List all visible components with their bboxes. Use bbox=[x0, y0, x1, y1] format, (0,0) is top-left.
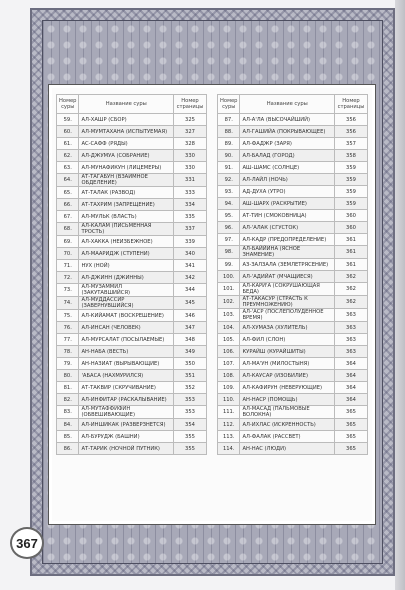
table-header bbox=[57, 95, 207, 114]
surah-number: 112. bbox=[218, 419, 240, 431]
surah-number: 72. bbox=[57, 272, 79, 284]
surah-page: 364 bbox=[335, 394, 368, 406]
surah-name: АЛ-ФАЛАК (РАССВЕТ) bbox=[240, 431, 335, 443]
surah-name: АЛ-ДЖИНН (ДЖИННЫ) bbox=[79, 272, 174, 284]
surah-page: 364 bbox=[335, 358, 368, 370]
surah-page: 359 bbox=[335, 162, 368, 174]
table-row bbox=[218, 234, 368, 246]
surah-page: 325 bbox=[174, 114, 207, 126]
surah-name: АЛ-МААРИДЖ (СТУПЕНИ) bbox=[79, 248, 174, 260]
surah-number: 73. bbox=[57, 284, 79, 297]
surah-name: АШ-ШАМС (СОЛНЦЕ) bbox=[240, 162, 335, 174]
surah-name: АЛ-БАЛАД (ГОРОД) bbox=[240, 150, 335, 162]
surah-number: 80. bbox=[57, 370, 79, 382]
surah-name: 'АБАСА (НАХМУРИЛСЯ) bbox=[79, 370, 174, 382]
surah-name: АН-НАЗИАТ (ВЫРЫВАЮЩИЕ) bbox=[79, 358, 174, 370]
surah-name: АТ-ТАРИК (НОЧНОЙ ПУТНИК) bbox=[79, 443, 174, 455]
surah-page: 361 bbox=[335, 259, 368, 271]
surah-name: АД-ДУХА (УТРО) bbox=[240, 186, 335, 198]
header-number: Номер суры bbox=[218, 95, 240, 114]
table-row bbox=[57, 310, 207, 322]
surah-name: АЛ-БУРУДЖ (БАШНИ) bbox=[79, 431, 174, 443]
surah-name: АЛ-ХУМАЗА (ХУЛИТЕЛЬ) bbox=[240, 322, 335, 334]
table-row bbox=[218, 406, 368, 419]
surah-number: 109. bbox=[218, 382, 240, 394]
surah-name: АЛ-МУЗАММИЛ (ЗАКУТАВШИЙСЯ) bbox=[79, 284, 174, 297]
surah-number: 101. bbox=[218, 283, 240, 296]
surah-name: АЛ-ХАШР (СБОР) bbox=[79, 114, 174, 126]
table-row bbox=[218, 382, 368, 394]
table-row bbox=[57, 358, 207, 370]
surah-name: АЛ-МУЛЬК (ВЛАСТЬ) bbox=[79, 211, 174, 223]
table-row bbox=[218, 419, 368, 431]
surah-number: 110. bbox=[218, 394, 240, 406]
table-header bbox=[218, 95, 368, 114]
surah-number: 100. bbox=[218, 271, 240, 283]
surah-name: АЛ-ИНШИКАК (РАЗВЕРЗНЕТСЯ) bbox=[79, 419, 174, 431]
surah-name: АЛ-А'ЛА (ВЫСОЧАЙШИЙ) bbox=[240, 114, 335, 126]
surah-number: 82. bbox=[57, 394, 79, 406]
surah-name: АТ-ТАКАСУР (СТРАСТЬ К ПРЕУМНОЖЕНИЮ) bbox=[240, 296, 335, 309]
index-column-right bbox=[217, 94, 368, 455]
surah-name: АЛ-'АДИЙАТ (МЧАЩИЕСЯ) bbox=[240, 271, 335, 283]
surah-name: АЛ-ХАККА (НЕИЗБЕЖНОЕ) bbox=[79, 236, 174, 248]
surah-page: 364 bbox=[335, 382, 368, 394]
surah-page: 362 bbox=[335, 283, 368, 296]
surah-number: 106. bbox=[218, 346, 240, 358]
surah-number: 91. bbox=[218, 162, 240, 174]
surah-number: 70. bbox=[57, 248, 79, 260]
surah-page: 365 bbox=[335, 419, 368, 431]
surah-name: АЛ-ИХЛАС (ИСКРЕННОСТЬ) bbox=[240, 419, 335, 431]
surah-page: 330 bbox=[174, 150, 207, 162]
surah-page: 360 bbox=[335, 222, 368, 234]
surah-name: АЛ-ИНСАН (ЧЕЛОВЕК) bbox=[79, 322, 174, 334]
table-row bbox=[218, 370, 368, 382]
surah-name: АЛ-ФАДЖР (ЗАРЯ) bbox=[240, 138, 335, 150]
table-row bbox=[57, 406, 207, 419]
table-row bbox=[57, 236, 207, 248]
surah-page: 363 bbox=[335, 334, 368, 346]
table-row bbox=[57, 150, 207, 162]
surah-name: АТ-ТИН (СМОКОВНИЦА) bbox=[240, 210, 335, 222]
index-column-left bbox=[56, 94, 207, 455]
surah-name: АЛ-ФИЛ (СЛОН) bbox=[240, 334, 335, 346]
table-row bbox=[218, 346, 368, 358]
table-row bbox=[218, 322, 368, 334]
surah-page: 337 bbox=[174, 223, 207, 236]
table-row bbox=[218, 358, 368, 370]
table-row bbox=[57, 334, 207, 346]
table-row bbox=[218, 283, 368, 296]
surah-name: АТ-ТАХРИМ (ЗАПРЕЩЕНИЕ) bbox=[79, 199, 174, 211]
surah-name: АЛ-МУНАФИКУН (ЛИЦЕМЕРЫ) bbox=[79, 162, 174, 174]
table-row bbox=[218, 210, 368, 222]
surah-name: АЛ-ГАШИЙА (ПОКРЫВАЮЩЕЕ) bbox=[240, 126, 335, 138]
surah-name: НУХ (НОЙ) bbox=[79, 260, 174, 272]
surah-number: 63. bbox=[57, 162, 79, 174]
surah-page: 357 bbox=[335, 138, 368, 150]
surah-name: АЛ-БАЙЙИНА (ЯСНОЕ ЗНАМЕНИЕ) bbox=[240, 246, 335, 259]
surah-number: 108. bbox=[218, 370, 240, 382]
surah-page: 339 bbox=[174, 236, 207, 248]
surah-number: 94. bbox=[218, 198, 240, 210]
table-row bbox=[218, 186, 368, 198]
surah-number: 65. bbox=[57, 187, 79, 199]
surah-page: 353 bbox=[174, 394, 207, 406]
table-row bbox=[57, 211, 207, 223]
table-row bbox=[218, 334, 368, 346]
surah-number: 105. bbox=[218, 334, 240, 346]
surah-number: 68. bbox=[57, 223, 79, 236]
table-row bbox=[218, 246, 368, 259]
table-row bbox=[57, 162, 207, 174]
surah-page: 356 bbox=[335, 114, 368, 126]
table-row bbox=[218, 271, 368, 283]
surah-name: АН-НАБА (ВЕСТЬ) bbox=[79, 346, 174, 358]
surah-number: 87. bbox=[218, 114, 240, 126]
surah-name: КУРАЙШ (КУРАЙШИТЫ) bbox=[240, 346, 335, 358]
surah-page: 334 bbox=[174, 199, 207, 211]
table-row bbox=[57, 443, 207, 455]
header-page: Номер страницы bbox=[174, 95, 207, 114]
table-row bbox=[218, 394, 368, 406]
surah-number: 62. bbox=[57, 150, 79, 162]
surah-table-right bbox=[217, 94, 368, 455]
surah-page: 359 bbox=[335, 198, 368, 210]
page-number-badge: 367 bbox=[10, 527, 44, 559]
surah-page: 355 bbox=[174, 443, 207, 455]
table-row bbox=[57, 370, 207, 382]
surah-number: 78. bbox=[57, 346, 79, 358]
table-row bbox=[218, 174, 368, 186]
surah-number: 95. bbox=[218, 210, 240, 222]
surah-name: АТ-ТАКВИР (СКРУЧИВАНИЕ) bbox=[79, 382, 174, 394]
surah-name: АЛ-МУРСАЛАТ (ПОСЫЛАЕМЫЕ) bbox=[79, 334, 174, 346]
surah-page: 354 bbox=[174, 419, 207, 431]
header-name: Название суры bbox=[79, 95, 174, 114]
surah-number: 92. bbox=[218, 174, 240, 186]
surah-number: 93. bbox=[218, 186, 240, 198]
table-row bbox=[57, 284, 207, 297]
surah-page: 350 bbox=[174, 358, 207, 370]
surah-name: АЛ-КАРИ'А (СОКРУШАЮЩАЯ БЕДА) bbox=[240, 283, 335, 296]
surah-page: 359 bbox=[335, 174, 368, 186]
surah-number: 75. bbox=[57, 310, 79, 322]
surah-page: 340 bbox=[174, 248, 207, 260]
surah-page: 358 bbox=[335, 150, 368, 162]
surah-page: 344 bbox=[174, 284, 207, 297]
surah-page: 349 bbox=[174, 346, 207, 358]
surah-page: 365 bbox=[335, 443, 368, 455]
table-row bbox=[218, 309, 368, 322]
surah-number: 60. bbox=[57, 126, 79, 138]
surah-number: 71. bbox=[57, 260, 79, 272]
surah-number: 67. bbox=[57, 211, 79, 223]
surah-page: 347 bbox=[174, 322, 207, 334]
surah-name: АЛ-МУТАФФИФИН (ОБВЕШИВАЮЩИЕ) bbox=[79, 406, 174, 419]
surah-name: АЛ-'АЛАК (СГУСТОК) bbox=[240, 222, 335, 234]
surah-name: АЗ-ЗАЛЗАЛА (ЗЕМЛЕТРЯСЕНИЕ) bbox=[240, 259, 335, 271]
surah-number: 76. bbox=[57, 322, 79, 334]
surah-page: 356 bbox=[335, 126, 368, 138]
surah-name: АШ-ШАРХ (РАСКРЫТИЕ) bbox=[240, 198, 335, 210]
surah-number: 66. bbox=[57, 199, 79, 211]
table-row bbox=[218, 259, 368, 271]
table-row bbox=[218, 162, 368, 174]
table-row bbox=[218, 114, 368, 126]
surah-page: 365 bbox=[335, 406, 368, 419]
surah-number: 69. bbox=[57, 236, 79, 248]
surah-name: АЛ-КАУСАР (ИЗОБИЛИЕ) bbox=[240, 370, 335, 382]
table-row bbox=[218, 222, 368, 234]
surah-page: 361 bbox=[335, 246, 368, 259]
surah-number: 74. bbox=[57, 297, 79, 310]
table-row bbox=[218, 296, 368, 309]
table-row bbox=[57, 322, 207, 334]
surah-page: 363 bbox=[335, 346, 368, 358]
table-row bbox=[57, 138, 207, 150]
surah-page: 348 bbox=[174, 334, 207, 346]
table-row bbox=[57, 272, 207, 284]
surah-number: 107. bbox=[218, 358, 240, 370]
surah-number: 61. bbox=[57, 138, 79, 150]
table-row bbox=[57, 260, 207, 272]
surah-name: АН-НАС (ЛЮДИ) bbox=[240, 443, 335, 455]
surah-number: 81. bbox=[57, 382, 79, 394]
table-row bbox=[57, 419, 207, 431]
surah-number: 98. bbox=[218, 246, 240, 259]
table-row bbox=[57, 248, 207, 260]
table-row bbox=[57, 382, 207, 394]
surah-page: 341 bbox=[174, 260, 207, 272]
surah-name: АЛ-МАСАД (ПАЛЬМОВЫЕ ВОЛОКНА) bbox=[240, 406, 335, 419]
surah-number: 83. bbox=[57, 406, 79, 419]
surah-number: 84. bbox=[57, 419, 79, 431]
surah-number: 113. bbox=[218, 431, 240, 443]
header-number: Номер суры bbox=[57, 95, 79, 114]
surah-page: 328 bbox=[174, 138, 207, 150]
surah-name: АЛ-МУДДАССИР (ЗАВЕРНУВШИЙСЯ) bbox=[79, 297, 174, 310]
surah-name: АЛ-МУМТАХАНА (ИСПЫТУЕМАЯ) bbox=[79, 126, 174, 138]
table-row bbox=[218, 198, 368, 210]
table-row bbox=[218, 138, 368, 150]
surah-name: АЛ-'АСР (ПОСЛЕПОЛУДЕННОЕ ВРЕМЯ) bbox=[240, 309, 335, 322]
surah-number: 89. bbox=[218, 138, 240, 150]
table-row bbox=[57, 297, 207, 310]
surah-number: 90. bbox=[218, 150, 240, 162]
surah-page: 335 bbox=[174, 211, 207, 223]
surah-index bbox=[52, 88, 372, 521]
surah-name: АТ-ТАГАБУН (ВЗАИМНОЕ ОБДЕЛЕНИЕ) bbox=[79, 174, 174, 187]
surah-name: АС-САФФ (РЯДЫ) bbox=[79, 138, 174, 150]
surah-number: 104. bbox=[218, 322, 240, 334]
surah-name: АЛ-КАДР (ПРЕДОПРЕДЕЛЕНИЕ) bbox=[240, 234, 335, 246]
header-name: Название суры bbox=[240, 95, 335, 114]
surah-number: 88. bbox=[218, 126, 240, 138]
surah-number: 77. bbox=[57, 334, 79, 346]
table-row bbox=[57, 199, 207, 211]
header-page: Номер страницы bbox=[335, 95, 368, 114]
surah-page: 327 bbox=[174, 126, 207, 138]
surah-number: 59. bbox=[57, 114, 79, 126]
surah-table-left bbox=[56, 94, 207, 455]
table-row bbox=[218, 431, 368, 443]
surah-name: АЛ-КИЙАМАТ (ВОСКРЕШЕНИЕ) bbox=[79, 310, 174, 322]
surah-name: АЛ-ЛАЙЛ (НОЧЬ) bbox=[240, 174, 335, 186]
surah-page: 359 bbox=[335, 186, 368, 198]
surah-page: 353 bbox=[174, 406, 207, 419]
surah-name: АЛ-ИНФИТАР (РАСКАЛЫВАНИЕ) bbox=[79, 394, 174, 406]
surah-number: 99. bbox=[218, 259, 240, 271]
surah-page: 345 bbox=[174, 297, 207, 310]
surah-page: 355 bbox=[174, 431, 207, 443]
table-row bbox=[57, 174, 207, 187]
surah-number: 102. bbox=[218, 296, 240, 309]
table-row bbox=[57, 394, 207, 406]
surah-name: АЛ-МА'УН (МИЛОСТЫНЯ) bbox=[240, 358, 335, 370]
surah-name: АТ-ТАЛАК (РАЗВОД) bbox=[79, 187, 174, 199]
surah-page: 351 bbox=[174, 370, 207, 382]
surah-page: 364 bbox=[335, 370, 368, 382]
table-row bbox=[57, 187, 207, 199]
surah-name: АН-НАСР (ПОМОЩЬ) bbox=[240, 394, 335, 406]
surah-name: АЛ-КАЛАМ (ПИСЬМЕННАЯ ТРОСТЬ) bbox=[79, 223, 174, 236]
surah-page: 360 bbox=[335, 210, 368, 222]
surah-page: 362 bbox=[335, 271, 368, 283]
surah-page: 333 bbox=[174, 187, 207, 199]
surah-page: 331 bbox=[174, 174, 207, 187]
surah-number: 79. bbox=[57, 358, 79, 370]
table-row bbox=[57, 114, 207, 126]
table-row bbox=[57, 431, 207, 443]
surah-page: 362 bbox=[335, 296, 368, 309]
surah-number: 64. bbox=[57, 174, 79, 187]
surah-number: 85. bbox=[57, 431, 79, 443]
surah-number: 97. bbox=[218, 234, 240, 246]
surah-name: АЛ-КАФИРУН (НЕВЕРУЮЩИЕ) bbox=[240, 382, 335, 394]
table-row bbox=[57, 346, 207, 358]
surah-page: 365 bbox=[335, 431, 368, 443]
page-edge bbox=[395, 0, 405, 590]
surah-page: 346 bbox=[174, 310, 207, 322]
surah-number: 103. bbox=[218, 309, 240, 322]
surah-page: 352 bbox=[174, 382, 207, 394]
surah-page: 330 bbox=[174, 162, 207, 174]
table-row bbox=[218, 150, 368, 162]
table-row bbox=[57, 223, 207, 236]
surah-page: 363 bbox=[335, 322, 368, 334]
surah-number: 96. bbox=[218, 222, 240, 234]
surah-page: 342 bbox=[174, 272, 207, 284]
surah-page: 361 bbox=[335, 234, 368, 246]
table-row bbox=[57, 126, 207, 138]
surah-number: 86. bbox=[57, 443, 79, 455]
surah-number: 114. bbox=[218, 443, 240, 455]
table-row bbox=[218, 443, 368, 455]
table-row bbox=[218, 126, 368, 138]
surah-name: АЛ-ДЖУМУА (СОБРАНИЕ) bbox=[79, 150, 174, 162]
surah-number: 111. bbox=[218, 406, 240, 419]
surah-page: 363 bbox=[335, 309, 368, 322]
